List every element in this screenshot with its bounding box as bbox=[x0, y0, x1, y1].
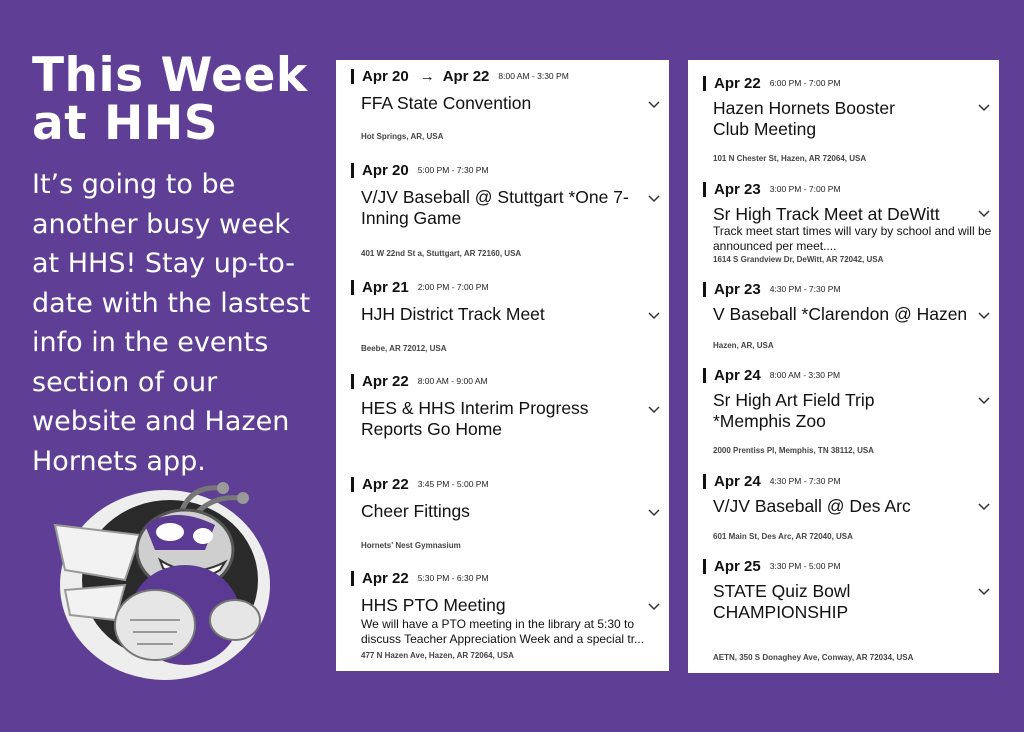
event-description: Track meet start times will vary by school and will be announced per meet.... bbox=[713, 224, 992, 253]
event-date: Apr 22 bbox=[362, 475, 409, 493]
chevron-down-icon[interactable] bbox=[977, 308, 991, 322]
event-location: 601 Main St, Des Arc, AR 72040, USA bbox=[713, 532, 853, 541]
date-marker bbox=[703, 559, 706, 574]
date-marker bbox=[703, 182, 706, 197]
event-time: 2:00 PM - 7:00 PM bbox=[417, 282, 489, 292]
event-time: 8:00 AM - 9:00 AM bbox=[417, 376, 488, 386]
date-marker bbox=[351, 571, 354, 586]
event-date: Apr 22 bbox=[714, 74, 761, 92]
event-description: We will have a PTO meeting in the library at 5:30 to discuss Teacher Appreciation Week and a special tr... bbox=[361, 617, 645, 646]
event-end-date: Apr 22 bbox=[442, 67, 490, 85]
event-date: Apr 25 bbox=[714, 557, 761, 575]
event-date: Apr 22 bbox=[362, 372, 409, 390]
event-title: HJH District Track Meet bbox=[361, 304, 545, 324]
event-time: 4:30 PM - 7:30 PM bbox=[769, 476, 841, 486]
event-location: 2000 Prentiss Pl, Memphis, TN 38112, USA bbox=[713, 446, 874, 455]
event-title: Sr High Track Meet at DeWitt bbox=[713, 204, 940, 224]
event-title: Sr High Art Field Trip *Memphis Zoo bbox=[713, 390, 875, 431]
date-marker bbox=[703, 76, 706, 91]
event-date: Apr 20 bbox=[362, 67, 409, 85]
event-date: Apr 23 bbox=[714, 280, 761, 298]
event-title: V Baseball *Clarendon @ Hazen bbox=[713, 304, 968, 324]
event-time: 4:30 PM - 7:30 PM bbox=[769, 284, 841, 294]
event-location: Beebe, AR 72012, USA bbox=[361, 344, 447, 353]
event-title: HHS PTO Meeting bbox=[361, 595, 506, 615]
chevron-down-icon[interactable] bbox=[977, 393, 991, 407]
event-time: 6:00 PM - 7:00 PM bbox=[769, 78, 841, 88]
event-location: 101 N Chester St, Hazen, AR 72064, USA bbox=[713, 154, 867, 163]
event-time: 8:00 AM - 3:30 PM bbox=[769, 370, 841, 380]
chevron-down-icon[interactable] bbox=[647, 505, 661, 519]
date-marker bbox=[351, 477, 354, 492]
event-title: Hazen Hornets Booster Club Meeting bbox=[713, 98, 895, 139]
event-title: V/JV Baseball @ Des Arc bbox=[713, 496, 911, 516]
event-date: Apr 24 bbox=[714, 366, 761, 384]
event-time: 5:00 PM - 7:30 PM bbox=[417, 165, 489, 175]
date-marker bbox=[351, 374, 354, 389]
event-location: Hazen, AR, USA bbox=[713, 341, 774, 350]
event-title: STATE Quiz Bowl CHAMPIONSHIP bbox=[713, 581, 851, 622]
chevron-down-icon[interactable] bbox=[977, 100, 991, 114]
event-date: Apr 24 bbox=[714, 472, 761, 490]
event-time: 3:45 PM - 5:00 PM bbox=[417, 479, 489, 489]
chevron-down-icon[interactable] bbox=[647, 191, 661, 205]
chevron-down-icon[interactable] bbox=[647, 97, 661, 111]
chevron-down-icon[interactable] bbox=[647, 402, 661, 416]
event-time: 3:30 PM - 5:00 PM bbox=[769, 561, 841, 571]
arrow-icon: → bbox=[419, 67, 435, 85]
chevron-down-icon[interactable] bbox=[977, 584, 991, 598]
event-date: Apr 21 bbox=[362, 278, 409, 296]
event-location: AETN, 350 S Donaghey Ave, Conway, AR 72034, USA bbox=[713, 653, 914, 662]
event-title: V/JV Baseball @ Stuttgart *One 7-Inning Game bbox=[361, 187, 629, 228]
date-marker bbox=[351, 69, 354, 84]
chevron-down-icon[interactable] bbox=[977, 499, 991, 513]
event-location: Hornets' Nest Gymnasium bbox=[361, 541, 461, 550]
events-panel-right bbox=[688, 60, 999, 673]
date-marker bbox=[703, 282, 706, 297]
intro-text: It’s going to be another busy week at HHS! Stay up-to-date with the lastest info in the events section of our website and Hazen Hornets app. bbox=[32, 169, 311, 477]
chevron-down-icon[interactable] bbox=[647, 308, 661, 322]
event-date: Apr 20 bbox=[362, 161, 409, 179]
chevron-down-icon[interactable] bbox=[977, 206, 991, 220]
event-time: 3:00 PM - 7:00 PM bbox=[769, 184, 841, 194]
event-title: FFA State Convention bbox=[361, 93, 532, 113]
chevron-down-icon[interactable] bbox=[647, 599, 661, 613]
event-location: 477 N Hazen Ave, Hazen, AR 72064, USA bbox=[361, 651, 514, 660]
event-date: Apr 22 bbox=[362, 569, 409, 587]
event-time: 5:30 PM - 6:30 PM bbox=[417, 573, 489, 583]
date-marker bbox=[703, 368, 706, 383]
event-time: 8:00 AM - 3:30 PM bbox=[498, 71, 569, 81]
event-title: HES & HHS Interim Progress Reports Go Home bbox=[361, 398, 589, 439]
date-marker bbox=[703, 474, 706, 489]
hornet-mascot-icon bbox=[45, 470, 285, 690]
events-panel-left bbox=[336, 60, 669, 671]
page-title: This Week at HHS bbox=[32, 48, 308, 151]
event-location: Hot Springs, AR, USA bbox=[361, 132, 444, 141]
date-marker bbox=[351, 163, 354, 178]
event-location: 1614 S Grandview Dr, DeWitt, AR 72042, USA bbox=[713, 255, 884, 264]
date-marker bbox=[351, 280, 354, 295]
event-date: Apr 23 bbox=[714, 180, 761, 198]
event-title: Cheer Fittings bbox=[361, 501, 470, 521]
event-location: 401 W 22nd St a, Stuttgart, AR 72160, USA bbox=[361, 249, 522, 258]
